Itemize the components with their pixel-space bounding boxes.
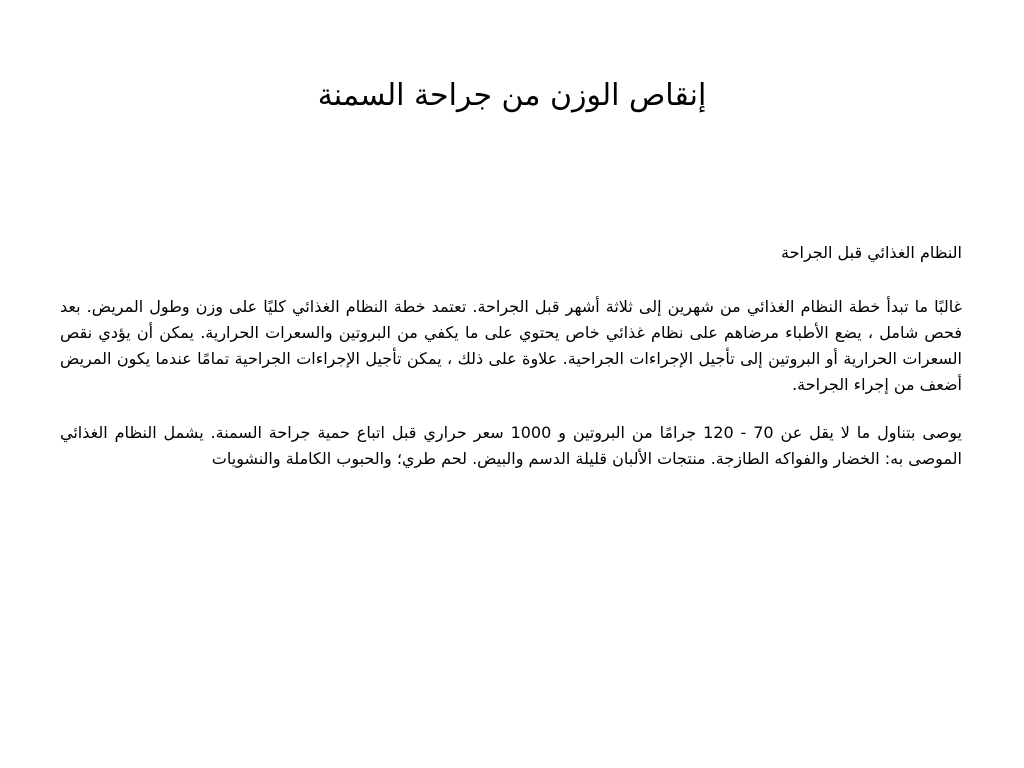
body-paragraph-diet-plan: غالبًا ما تبدأ خطة النظام الغذائي من شهرين إلى ثلاثة أشهر قبل الجراحة. تعتمد خطة النظام الغذائي كليًا على وزن وطول المريض. بعد فحص شامل ، يضع الأطباء مرضاهم على نظام غذائي خاص يحتوي على ما يكفي من البروتين والسعرات الحرارية. يمكن أن يؤدي نقص السعرات الحرارية أو البروتين إلى تأجيل الإجراءات الجراحية. علاوة على ذلك ، يمكن تأجيل الإجراءات الجراحية تمامًا عندما يكون المريض أضعف من إجراء الجراحة. (60, 297, 962, 394)
slide-body (60, 240, 962, 494)
body-paragraph-recommendations: يوصى بتناول ما لا يقل عن 70 - 120 جرامًا من البروتين و 1000 سعر حراري قبل اتباع حمية جراحة السمنة. يشمل النظام الغذائي الموصى به: الخضار والفواكه الطازجة. منتجات الألبان قليلة الدسم والبيض. لحم طري؛ والحبوب الكاملة والنشويات (60, 423, 963, 468)
slide-title: إنقاص الوزن من جراحة السمنة (317, 78, 707, 113)
section-heading: النظام الغذائي قبل الجراحة (781, 243, 962, 262)
